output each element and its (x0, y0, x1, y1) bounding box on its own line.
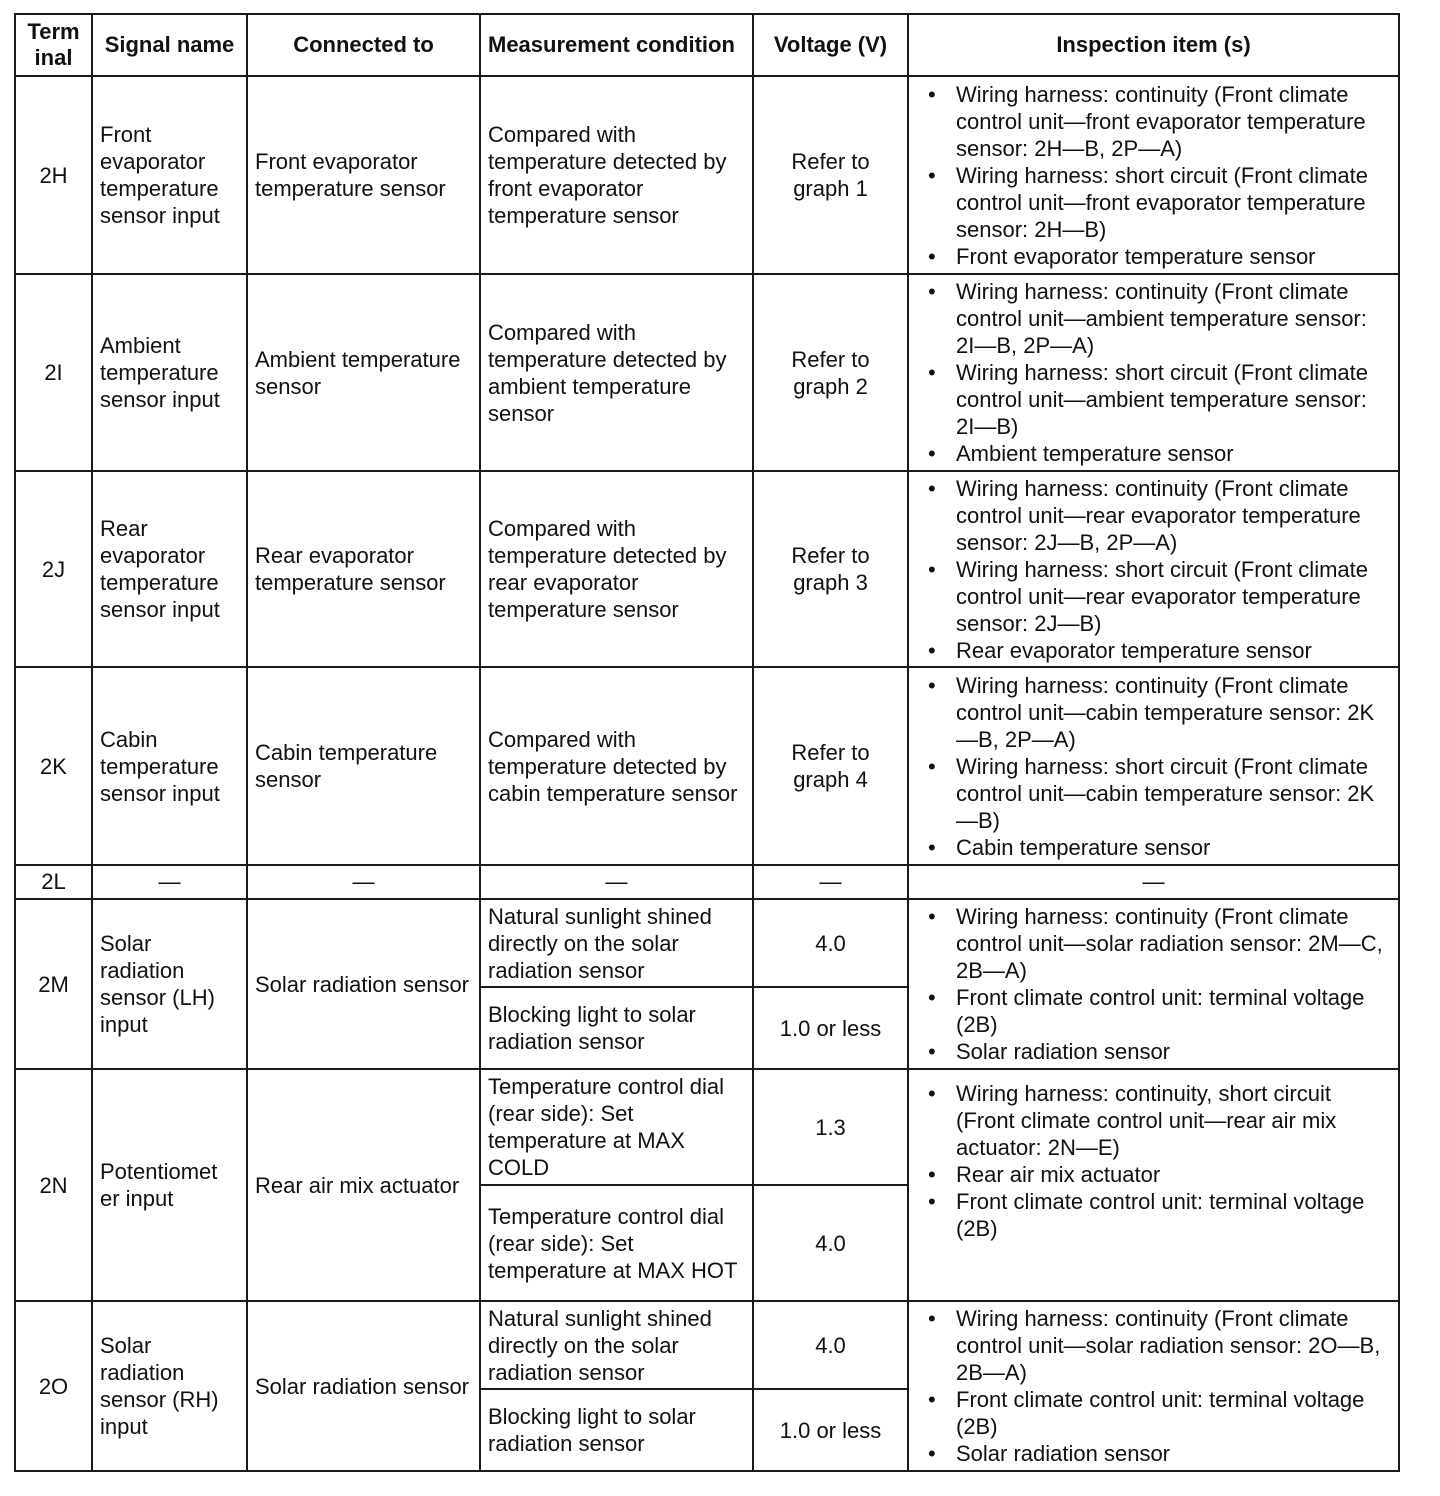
terminal-cell: 2O (15, 1301, 92, 1471)
terminal-cell: 2H (15, 76, 92, 274)
inspection-item: • Solar radiation sensor (916, 1038, 1391, 1065)
header-row (15, 14, 1399, 76)
inspection-cell: — (908, 865, 1399, 899)
inspection-cell (908, 1069, 1399, 1301)
inspection-item: • Solar radiation sensor (916, 1440, 1391, 1467)
condition-cell: Temperature control dial (rear side): Set temperature at MAX HOT (480, 1185, 753, 1301)
voltage-cell: Refer to graph 2 (753, 274, 908, 471)
connected-to-cell: Rear evaporator temperature sensor (247, 471, 480, 667)
inspection-cell (908, 667, 1399, 865)
inspection-item: • Front climate control unit: terminal voltage (2B) (916, 984, 1391, 1038)
inspection-list (916, 475, 1391, 664)
signal-name-cell: Front evaporator temperature sensor input (92, 76, 247, 274)
table-row-2n (15, 1069, 1399, 1185)
connected-to-cell: — (247, 865, 480, 899)
condition-cell: — (480, 865, 753, 899)
signal-name-cell: Rear evaporator temperature sensor input (92, 471, 247, 667)
inspection-item: • Rear evaporator temperature sensor (916, 637, 1391, 664)
connected-to-cell: Solar radiation sensor (247, 899, 480, 1069)
inspection-item: • Wiring harness: continuity (Front climate control unit—ambient temperature sensor: 2I—B, 2P—A) (916, 278, 1391, 359)
inspection-item: • Front climate control unit: terminal voltage (2B) (916, 1386, 1391, 1440)
table-row-2o (15, 1301, 1399, 1389)
voltage-cell: 4.0 (753, 899, 908, 987)
table-row-2h (15, 76, 1399, 274)
inspection-item: • Wiring harness: continuity (Front climate control unit—cabin temperature sensor: 2K—B, 2P—A) (916, 672, 1391, 753)
table-row-2m (15, 899, 1399, 987)
condition-cell: Temperature control dial (rear side): Set temperature at MAX COLD (480, 1069, 753, 1185)
inspection-cell (908, 899, 1399, 1069)
inspection-item: • Cabin temperature sensor (916, 834, 1391, 861)
condition-cell: Compared with temperature detected by cabin temperature sensor (480, 667, 753, 865)
condition-cell: Compared with temperature detected by front evaporator temperature sensor (480, 76, 753, 274)
inspection-item: • Wiring harness: continuity, short circuit (Front climate control unit—rear air mix actuator: 2N—E) (916, 1080, 1391, 1161)
inspection-cell (908, 471, 1399, 667)
voltage-cell: Refer to graph 3 (753, 471, 908, 667)
voltage-cell: 1.3 (753, 1069, 908, 1185)
table-row-2k (15, 667, 1399, 865)
signal-name-cell: Solar radiation sensor (LH) input (92, 899, 247, 1069)
inspection-list (916, 672, 1391, 861)
terminal-inspection-table (14, 13, 1400, 1472)
inspection-item: • Wiring harness: continuity (Front climate control unit—solar radiation sensor: 2M—C, 2B—A) (916, 903, 1391, 984)
condition-cell: Natural sunlight shined directly on the solar radiation sensor (480, 1301, 753, 1389)
condition-cell: Compared with temperature detected by rear evaporator temperature sensor (480, 471, 753, 667)
signal-name-cell: Potentiomet er input (92, 1069, 247, 1301)
inspection-item: • Wiring harness: short circuit (Front climate control unit—cabin temperature sensor: 2K—B) (916, 753, 1391, 834)
inspection-item: • Wiring harness: short circuit (Front climate control unit—front evaporator temperature sensor: 2H—B) (916, 162, 1391, 243)
voltage-cell: 1.0 or less (753, 987, 908, 1069)
condition-cell: Blocking light to solar radiation sensor (480, 1389, 753, 1471)
connected-to-cell: Front evaporator temperature sensor (247, 76, 480, 274)
signal-name-cell: Solar radiation sensor (RH) input (92, 1301, 247, 1471)
terminal-cell: 2L (15, 865, 92, 899)
condition-cell: Blocking light to solar radiation sensor (480, 987, 753, 1069)
connected-to-cell: Cabin temperature sensor (247, 667, 480, 865)
inspection-cell (908, 76, 1399, 274)
terminal-cell: 2J (15, 471, 92, 667)
inspection-list (916, 278, 1391, 467)
connected-to-cell: Solar radiation sensor (247, 1301, 480, 1471)
voltage-cell: 4.0 (753, 1185, 908, 1301)
inspection-item: • Wiring harness: short circuit (Front climate control unit—ambient temperature sensor: 2I—B) (916, 359, 1391, 440)
signal-name-cell: Ambient temperature sensor input (92, 274, 247, 471)
terminal-cell: 2K (15, 667, 92, 865)
inspection-item: • Ambient temperature sensor (916, 440, 1391, 467)
terminal-cell: 2N (15, 1069, 92, 1301)
header-inspection-items: Inspection item (s) (908, 14, 1399, 76)
inspection-item: • Front evaporator temperature sensor (916, 243, 1391, 270)
inspection-item: • Wiring harness: continuity (Front climate control unit—rear evaporator temperature sensor: 2J—B, 2P—A) (916, 475, 1391, 556)
header-voltage: Voltage (V) (753, 14, 908, 76)
header-connected-to: Connected to (247, 14, 480, 76)
inspection-item: • Wiring harness: continuity (Front climate control unit—front evaporator temperature sensor: 2H—B, 2P—A) (916, 81, 1391, 162)
voltage-cell: Refer to graph 4 (753, 667, 908, 865)
connected-to-cell: Ambient temperature sensor (247, 274, 480, 471)
inspection-item: • Wiring harness: continuity (Front climate control unit—solar radiation sensor: 2O—B, 2B—A) (916, 1305, 1391, 1386)
voltage-cell: — (753, 865, 908, 899)
header-measurement-condition: Measurement condition (480, 14, 753, 76)
inspection-list (916, 1305, 1391, 1467)
voltage-cell: Refer to graph 1 (753, 76, 908, 274)
table-row-2j (15, 471, 1399, 667)
terminal-cell: 2I (15, 274, 92, 471)
connected-to-cell: Rear air mix actuator (247, 1069, 480, 1301)
inspection-list (916, 1080, 1391, 1242)
inspection-item: • Wiring harness: short circuit (Front climate control unit—rear evaporator temperature sensor: 2J—B) (916, 556, 1391, 637)
voltage-cell: 1.0 or less (753, 1389, 908, 1471)
signal-name-cell: — (92, 865, 247, 899)
inspection-item: • Front climate control unit: terminal voltage (2B) (916, 1188, 1391, 1242)
header-terminal: Term inal (15, 14, 92, 76)
inspection-list (916, 81, 1391, 270)
table-row-2l (15, 865, 1399, 899)
condition-cell: Compared with temperature detected by ambient temperature sensor (480, 274, 753, 471)
inspection-item: • Rear air mix actuator (916, 1161, 1391, 1188)
signal-name-cell: Cabin temperature sensor input (92, 667, 247, 865)
table-row-2i (15, 274, 1399, 471)
inspection-list (916, 903, 1391, 1065)
inspection-cell (908, 1301, 1399, 1471)
voltage-cell: 4.0 (753, 1301, 908, 1389)
inspection-cell (908, 274, 1399, 471)
terminal-cell: 2M (15, 899, 92, 1069)
header-signal-name: Signal name (92, 14, 247, 76)
condition-cell: Natural sunlight shined directly on the solar radiation sensor (480, 899, 753, 987)
